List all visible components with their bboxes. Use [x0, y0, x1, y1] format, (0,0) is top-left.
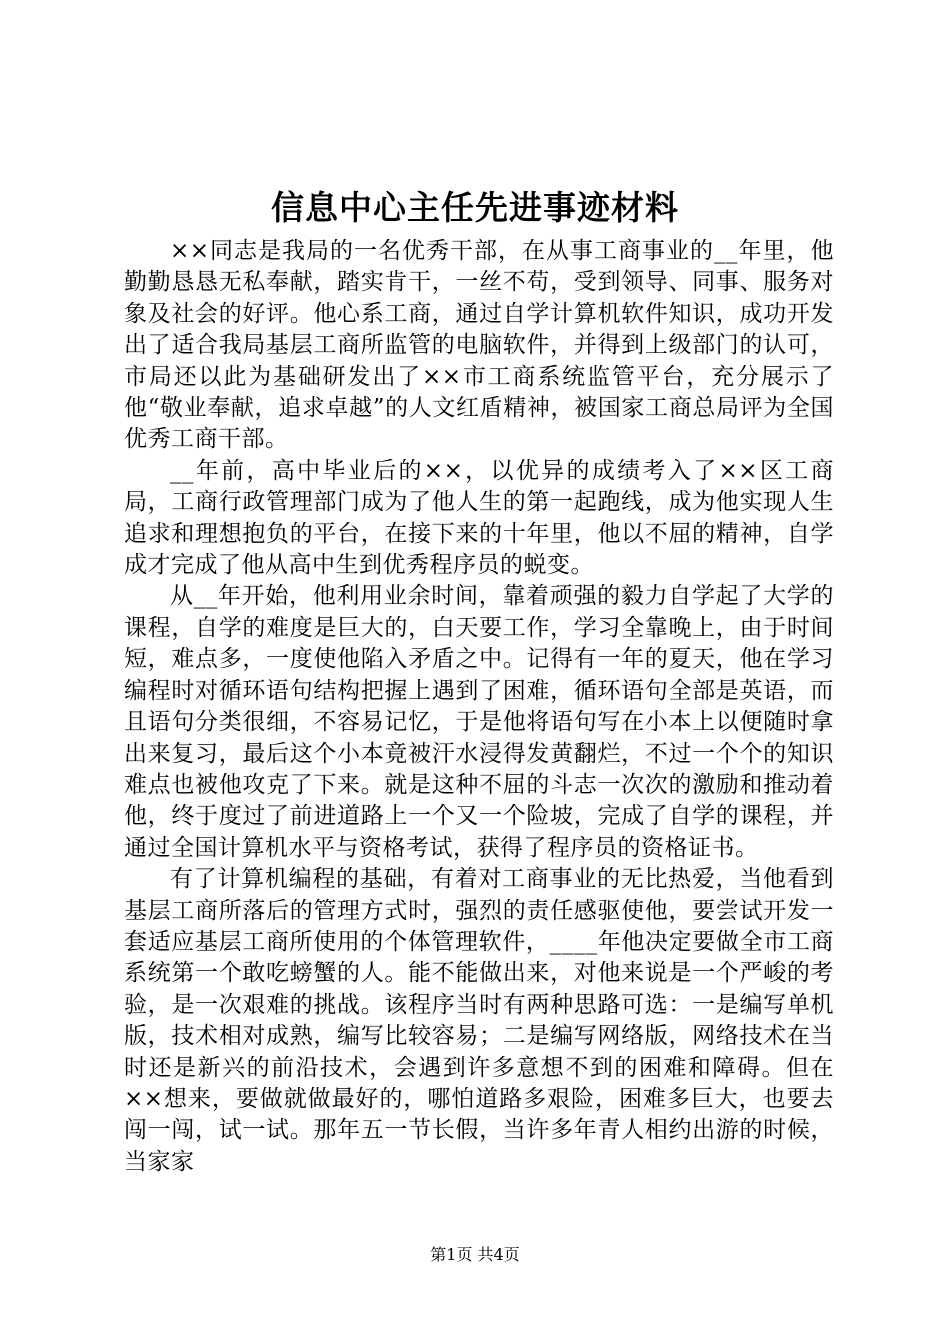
- paragraph-1: ××同志是我局的一名优秀干部，在从事工商事业的__年里，他勤勤恳恳无私奉献，踏实肯干，一丝不苟，受到领导、同事、服务对象及社会的好评。他心系工商，通过自学计算机软件知识，成功开发出了适合我局基层工商所监管的电脑软件，并得到上级部门的认可，市局还以此为基础研发出了××市工商系统监管平台，充分展示了他“敬业奉献，追求卓越”的人文红盾精神，被国家工商总局评为全国优秀工商干部。: [124, 238, 834, 453]
- document-body: [124, 236, 834, 1178]
- paragraph-3: 从__年开始，他利用业余时间，靠着顽强的毅力自学起了大学的课程，自学的难度是巨大的，白天要工作，学习全靠晚上，由于时间短，难点多，一度使他陷入矛盾之中。记得有一年的夏天，他在学习编程时对循环语句结构把握上遇到了困难，循环语句全部是英语，而且语句分类很细，不容易记忆，于是他将语句写在小本上以便随时拿出来复习，最后这个小本竟被汗水浸得发黄翻烂，不过一个个的知识难点也被他攻克了下来。就是这种不屈的斗志一次次的激励和推动着他，终于度过了前进道路上一个又一个险坡，完成了自学的课程，并通过全国计算机水平与资格考试，获得了程序员的资格证书。: [124, 583, 834, 861]
- page-number-footer: 第1页 共4页: [430, 1245, 520, 1264]
- paragraph-2: __年前，高中毕业后的××，以优异的成绩考入了××区工商局，工商行政管理部门成为了他人生的第一起跑线，成为他实现人生追求和理想抱负的平台，在接下来的十年里，他以不屈的精神，自学成才完成了他从高中生到优秀程序员的蜕变。: [124, 457, 834, 579]
- document-title: 信息中心主任先进事迹材料: [271, 188, 679, 227]
- paragraph-4: 有了计算机编程的基础，有着对工商事业的无比热爱，当他看到基层工商所落后的管理方式时，强烈的责任感驱使他，要尝试开发一套适应基层工商所使用的个体管理软件，____年他决定要做全市工商系统第一个敢吃螃蟹的人。能不能做出来，对他来说是一个严峻的考验，是一次艰难的挑战。该程序当时有两种思路可选：一是编写单机版，技术相对成熟，编写比较容易；二是编写网络版，网络技术在当时还是新兴的前沿技术，会遇到许多意想不到的困难和障碍。但在××想来，要做就做最好的，哪怕道路多艰险，困难多巨大，也要去闯一闯，试一试。那年五一节长假，当许多年青人相约出游的时候，当家家: [124, 866, 834, 1175]
